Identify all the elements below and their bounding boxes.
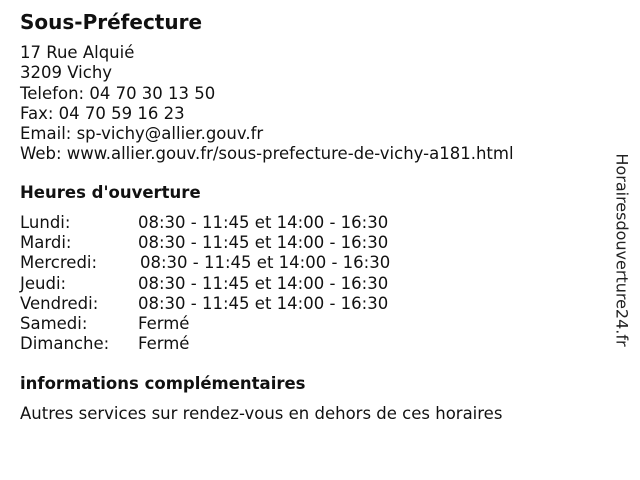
opening-hours-heading: Heures d'ouverture [20, 183, 201, 202]
city-address: 3209 Vichy [20, 63, 113, 83]
day-label: Samedi: [20, 313, 88, 333]
time-value: 08:30 - 11:45 et 14:00 - 16:30 [138, 233, 389, 253]
day-label: Lundi: [20, 213, 71, 232]
day-label: Dimanche: [20, 334, 110, 354]
time-value: 08:30 - 11:45 et 14:00 - 16:30 [138, 273, 389, 293]
day-label: Mercredi: [20, 253, 98, 273]
time-value: 08:30 - 11:45 et 14:00 - 16:30 [138, 213, 389, 232]
time-value: Fermé [138, 313, 190, 333]
contact-info [20, 43, 514, 165]
fax-number: Fax: 04 70 59 16 23 [20, 103, 185, 123]
page-title: Sous-Préfecture [20, 10, 203, 34]
site-watermark: Horairesdouverture24.fr [612, 153, 632, 347]
website-url: Web: www.allier.gouv.fr/sous-prefecture-de-vichy-a181.html [20, 144, 514, 164]
street-address: 17 Rue Alquié [20, 43, 135, 62]
additional-info-heading: informations complémentaires [20, 374, 306, 393]
time-value: 08:30 - 11:45 et 14:00 - 16:30 [138, 293, 389, 313]
additional-info-text: Autres services sur rendez-vous en dehors de ces horaires [20, 404, 503, 423]
day-label: Vendredi: [20, 293, 99, 313]
time-value: 08:30 - 11:45 et 14:00 - 16:30 [140, 253, 391, 273]
day-label: Jeudi: [20, 273, 67, 293]
day-label: Mardi: [20, 233, 72, 253]
email-address: Email: sp-vichy@allier.gouv.fr [20, 124, 264, 144]
time-value: Fermé [138, 334, 190, 354]
phone-number: Telefon: 04 70 30 13 50 [20, 83, 216, 103]
